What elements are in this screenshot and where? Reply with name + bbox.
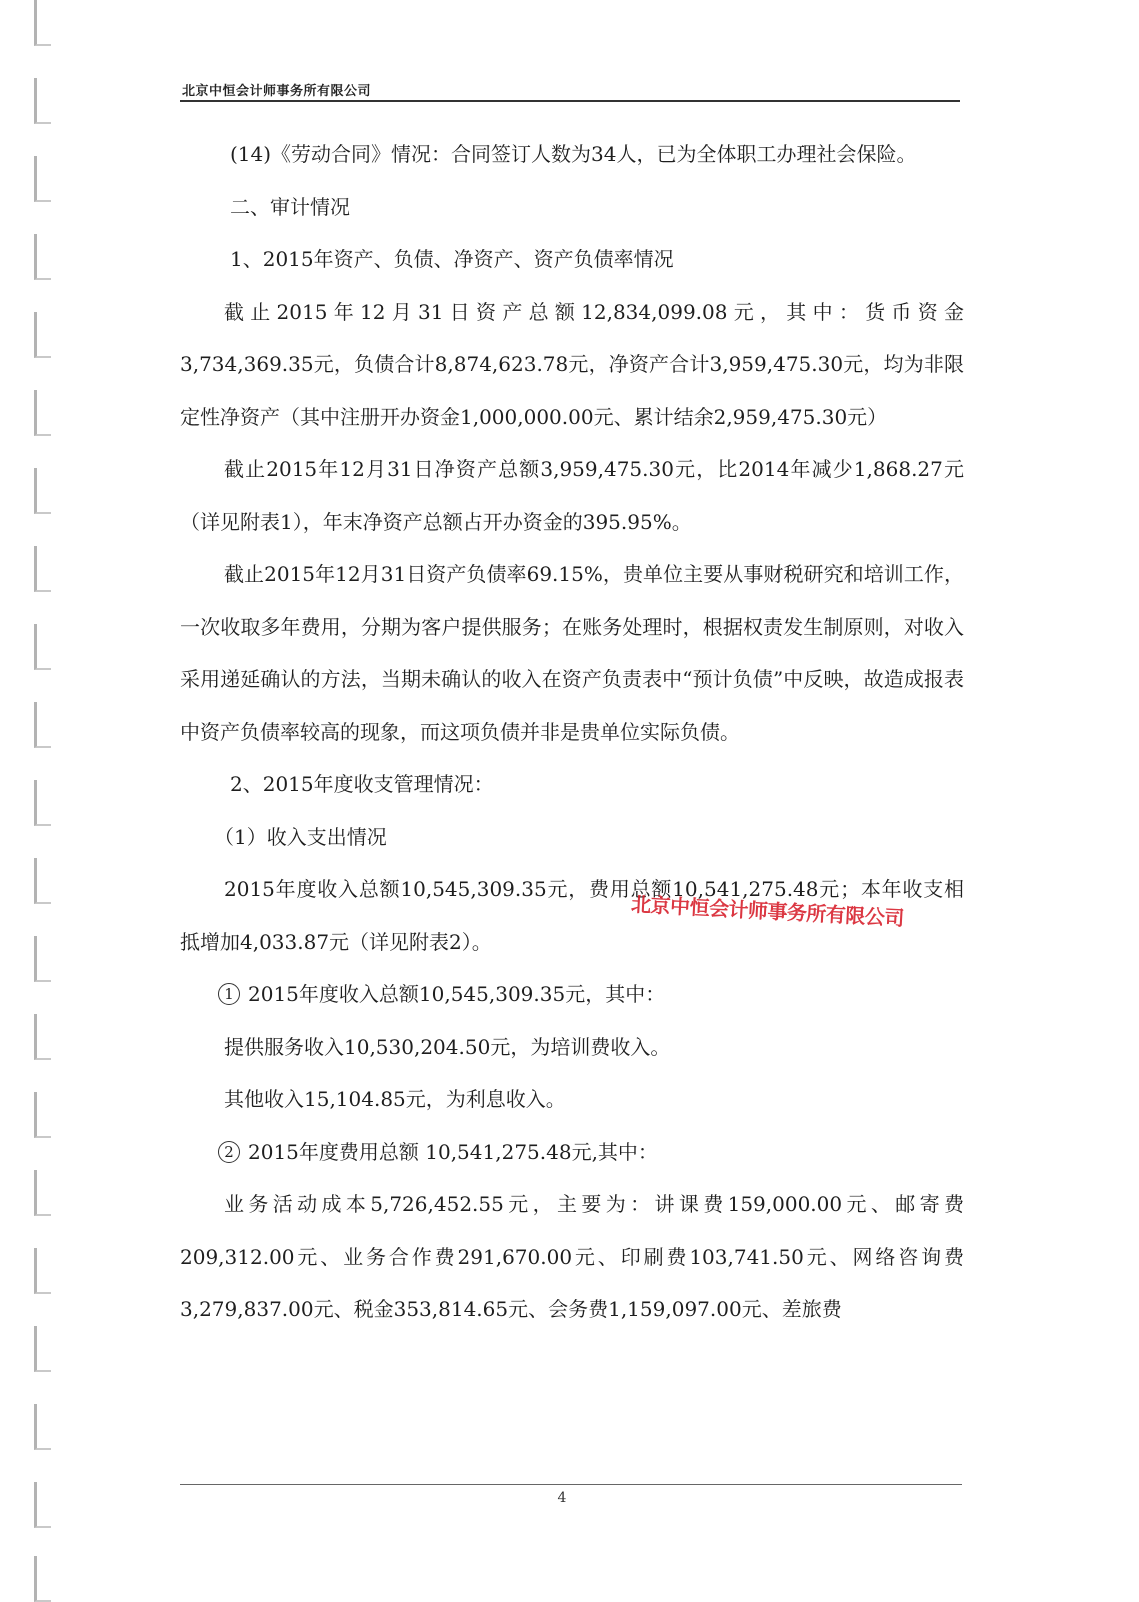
paragraph-debt-ratio: 截止2015年12月31日资产负债率69.15%，贵单位主要从事财税研究和培训工作，一次收取多年费用，分期为客户提供服务；在账务处理时，根据权责发生制原则，对收入采用递延确认的方法，当期未确认的收入在资产负责表中“预计负债”中反映，故造成报表中资产负债率较高的现象，而这项负债并非是贵单位实际负债。 <box>180 562 964 744</box>
paragraph-other-income: 其他收入15,104.85元，为利息收入。 <box>224 1087 566 1111</box>
list-item-expense-text: 2015年度费用总额 10,541,275.48元,其中： <box>248 1139 658 1164</box>
binding-mark <box>34 234 51 280</box>
document-body <box>180 128 964 1336</box>
firm-stamp: 北京中恒会计师事务所有限公司 <box>630 891 905 931</box>
paragraph-business-costs: 业务活动成本5,726,452.55元，主要为：讲课费159,000.00元、邮寄费209,312.00元、业务合作费291,670.00元、印刷费103,741.50元、网络咨询费3,279,837.00元、税金353,814.65元、会务费1,159,097.00元、差旅费 <box>180 1192 964 1321</box>
binding-mark <box>34 1248 51 1294</box>
binding-mark <box>34 624 51 670</box>
binding-mark <box>34 702 51 748</box>
header-firm-name: 北京中恒会计师事务所有限公司 <box>182 84 372 99</box>
binding-edge <box>30 0 54 1600</box>
subsection-heading-assets: 1、2015年资产、负债、净资产、资产负债率情况 <box>230 247 674 271</box>
binding-mark <box>34 546 51 592</box>
footer-rule <box>180 1484 962 1485</box>
binding-mark <box>34 936 51 982</box>
circled-number-1: 1 <box>218 983 240 1005</box>
binding-mark <box>34 1170 51 1216</box>
binding-mark <box>34 1556 51 1602</box>
subsection-heading-income-expense: 2、2015年度收支管理情况： <box>230 772 494 796</box>
binding-mark <box>34 468 51 514</box>
binding-mark <box>34 390 51 436</box>
binding-mark <box>34 1092 51 1138</box>
list-item-expense <box>180 1126 964 1179</box>
binding-mark <box>34 156 51 202</box>
list-item-income <box>180 968 964 1021</box>
binding-mark <box>34 858 51 904</box>
paragraph-income-total: 2015年度收入总额10,545,309.35元，费用总额10,541,275.48元；本年收支相抵增加4,033.87元（详见附表2）。 <box>180 877 964 954</box>
binding-mark <box>34 1404 51 1450</box>
paragraph-labor-contract: (14)《劳动合同》情况：合同签订人数为34人，已为全体职工办理社会保险。 <box>230 142 917 166</box>
binding-mark <box>34 1482 51 1528</box>
header-rule <box>180 100 960 102</box>
binding-mark <box>34 1014 51 1060</box>
paragraph-net-assets: 截止2015年12月31日净资产总额3,959,475.30元，比2014年减少1,868.27元（详见附表1），年末净资产总额占开办资金的395.95%。 <box>180 457 964 534</box>
page-number: 4 <box>557 1490 567 1506</box>
paragraph-total-assets: 截止2015年12月31日资产总额12,834,099.08元，其中：货币资金3,734,369.35元，负债合计8,874,623.78元，净资产合计3,959,475.30元，均为非限定性净资产（其中注册开办资金1,000,000.00元、累计结余2,959,475.30元） <box>180 299 964 429</box>
list-item-income-text: 2015年度收入总额10,545,309.35元，其中： <box>248 982 666 1006</box>
binding-mark <box>34 0 51 46</box>
section-heading-audit: 二、审计情况 <box>230 194 350 219</box>
binding-mark <box>34 780 51 826</box>
binding-mark <box>34 78 51 124</box>
circled-number-2: 2 <box>218 1141 240 1163</box>
binding-mark <box>34 312 51 358</box>
paragraph-service-income: 提供服务收入10,530,204.50元，为培训费收入。 <box>224 1034 671 1059</box>
binding-mark <box>34 1326 51 1372</box>
sub-heading-income-expense-status: （1）收入支出情况 <box>214 824 387 849</box>
